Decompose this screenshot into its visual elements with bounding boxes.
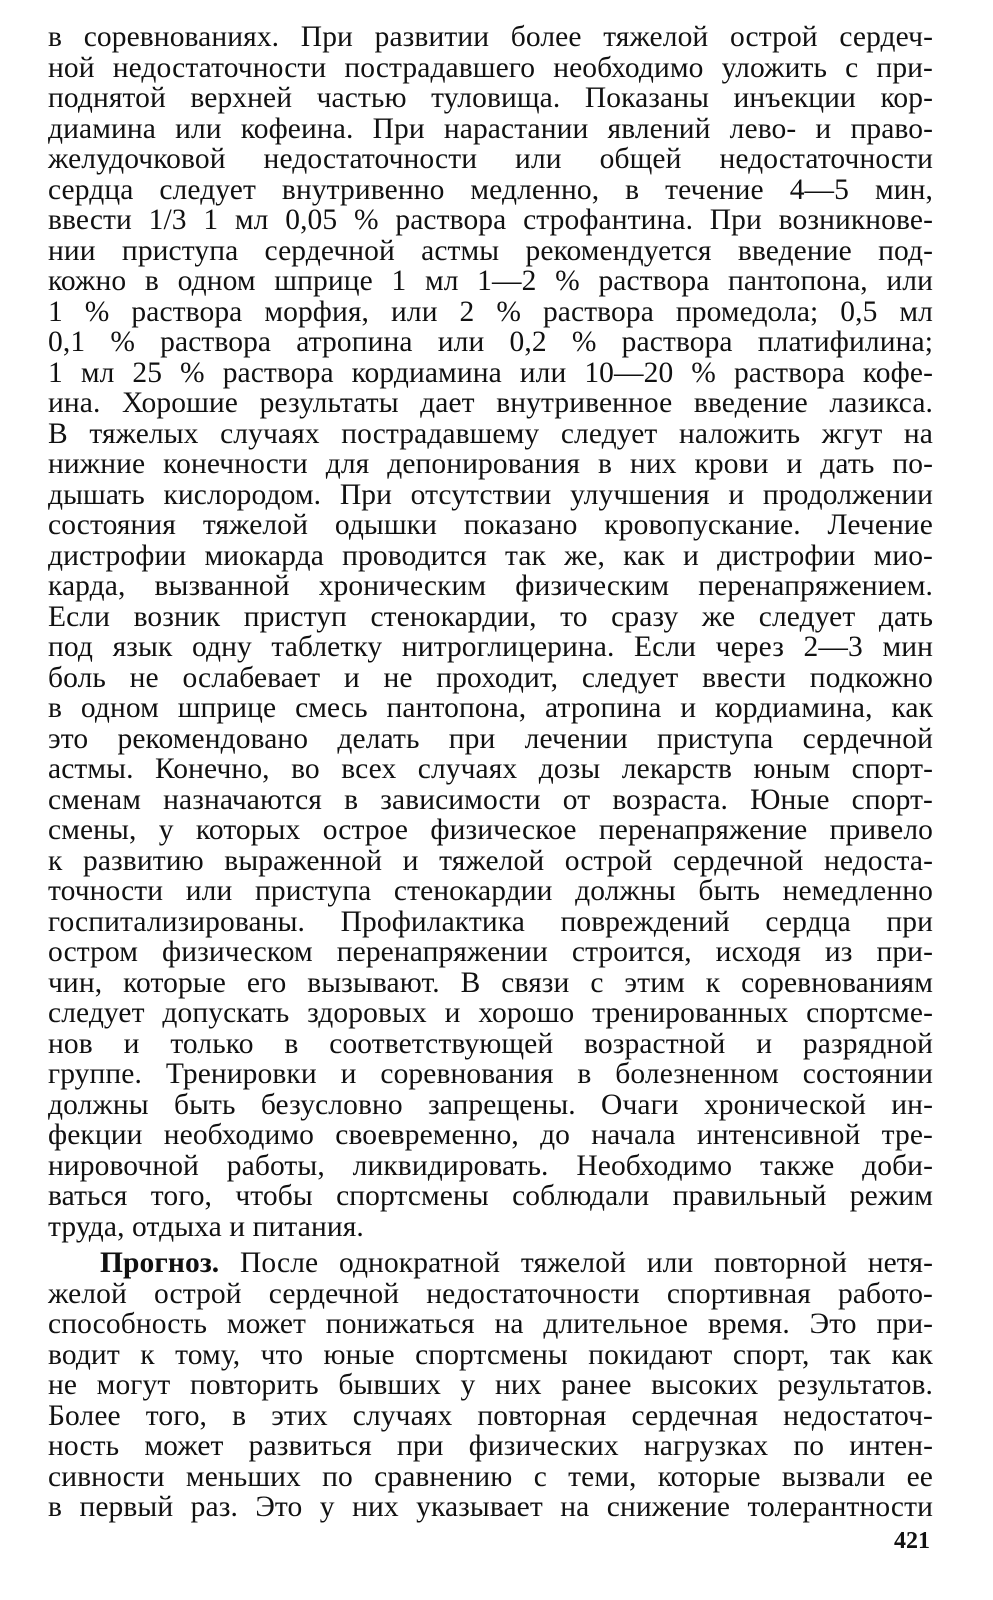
text-line: нии приступа сердечной астмы рекомендуется введение под- <box>48 234 933 267</box>
text-line: состояния тяжелой одышки показано кровопускание. Лечение <box>48 509 933 541</box>
text-line: водит к тому, что юные спортсмены покидают спорт, так как <box>48 1338 933 1371</box>
text-line: 0,1 % раствора атропина или 0,2 % раствора платифилина; <box>48 326 933 358</box>
body-text <box>48 22 933 1523</box>
text-line: поднятой верхней частью туловища. Показаны инъекции кор- <box>48 82 933 114</box>
text-line: в первый раз. Это у них указывает на снижение толерантности <box>48 1491 933 1523</box>
text-line: это рекомендовано делать при лечении приступа сердечной <box>48 722 933 755</box>
text-line: под язык одну таблетку нитроглицерина. Если через 2—3 мин <box>48 631 933 663</box>
text-line: нировочной работы, ликвидировать. Необходимо также доби- <box>48 1149 933 1182</box>
text-line: остром физическом перенапряжении строится, исходя из при- <box>48 936 933 968</box>
text-line: астмы. Конечно, во всех случаях дозы лекарств юным спорт- <box>48 753 933 785</box>
text-line: сивности меньших по сравнению с теми, которые вызвали ее <box>48 1460 933 1493</box>
text-line: точности или приступа стенокардии должны быть немедленно <box>48 875 933 907</box>
text-line: к развитию выраженной и тяжелой острой сердечной недоста- <box>48 844 933 877</box>
page-number: 421 <box>894 1528 930 1554</box>
text-line: нов и только в соответствующей возрастной и разрядной <box>48 1027 933 1060</box>
text-line: кожно в одном шприце 1 мл 1—2 % раствора пантопона, или <box>48 265 933 297</box>
text-line: желудочковой недостаточности или общей недостаточности <box>48 143 933 175</box>
text-line: в соревнованиях. При развитии более тяжелой острой сердеч- <box>48 21 933 53</box>
paragraph-prognosis <box>48 1248 933 1523</box>
paragraph-treatment <box>48 22 933 1242</box>
text-line: не могут повторить бывших у них ранее высоких результатов. <box>48 1369 933 1401</box>
text-line: Более того, в этих случаях повторная сердечная недостаточ- <box>48 1399 933 1432</box>
text-line: желой острой сердечной недостаточности спортивная работо- <box>48 1277 933 1310</box>
text-line: в одном шприце смесь пантопона, атропина и кордиамина, как <box>48 692 933 724</box>
text-line: дышать кислородом. При отсутствии улучшения и продолжении <box>48 478 933 511</box>
text-line: чин, которые его вызывают. В связи с этим к соревнованиям <box>48 966 933 999</box>
text-line: фекции необходимо своевременно, до начала интенсивной тре- <box>48 1119 933 1151</box>
text-fragment: После однократной тяжелой или повторной нетя- <box>219 1247 933 1279</box>
text-line: 1 % раствора морфия, или 2 % раствора промедола; 0,5 мл <box>48 295 933 328</box>
prognosis-heading: Прогноз. <box>100 1247 220 1279</box>
text-line: ность может развиться при физических нагрузках по интен- <box>48 1430 933 1462</box>
text-line: боль не ослабевает и не проходит, следует ввести подкожно <box>48 661 933 694</box>
text-line: должны быть безусловно запрещены. Очаги хронической ин- <box>48 1088 933 1121</box>
text-line: В тяжелых случаях пострадавшему следует наложить жгут на <box>48 417 933 450</box>
text-line: способность может понижаться на длительное время. Это при- <box>48 1308 933 1340</box>
text-line: нижние конечности для депонирования в них крови и дать по- <box>48 448 933 480</box>
text-line: смены, у которых острое физическое перенапряжение привело <box>48 814 933 846</box>
text-line: ина. Хорошие результаты дает внутривенное введение лазикса. <box>48 387 933 419</box>
text-line: диамина или кофеина. При нарастании явлений лево- и право- <box>48 112 933 145</box>
text-line: госпитализированы. Профилактика повреждений сердца при <box>48 905 933 938</box>
text-line: ной недостаточности пострадавшего необходимо уложить с при- <box>48 51 933 84</box>
text-line: сменам назначаются в зависимости от возраста. Юные спорт- <box>48 783 933 816</box>
text-line: следует допускать здоровых и хорошо тренированных спортсме- <box>48 997 933 1029</box>
text-line: группе. Тренировки и соревнования в болезненном состоянии <box>48 1058 933 1090</box>
text-line <box>48 1248 933 1279</box>
text-line: дистрофии миокарда проводится так же, как и дистрофии мио- <box>48 539 933 572</box>
text-line: ввести 1/3 1 мл 0,05 % раствора строфантина. При возникнове- <box>48 204 933 236</box>
text-line: ваться того, чтобы спортсмены соблюдали правильный режим <box>48 1180 933 1212</box>
text-line: труда, отдыха и питания. <box>48 1210 364 1243</box>
text-line: сердца следует внутривенно медленно, в течение 4—5 мин, <box>48 173 933 206</box>
text-line: карда, вызванной хроническим физическим перенапряжением. <box>48 570 933 602</box>
text-line: Если возник приступ стенокардии, то сразу же следует дать <box>48 600 933 633</box>
text-line: 1 мл 25 % раствора кордиамина или 10—20 % раствора кофе- <box>48 356 933 389</box>
